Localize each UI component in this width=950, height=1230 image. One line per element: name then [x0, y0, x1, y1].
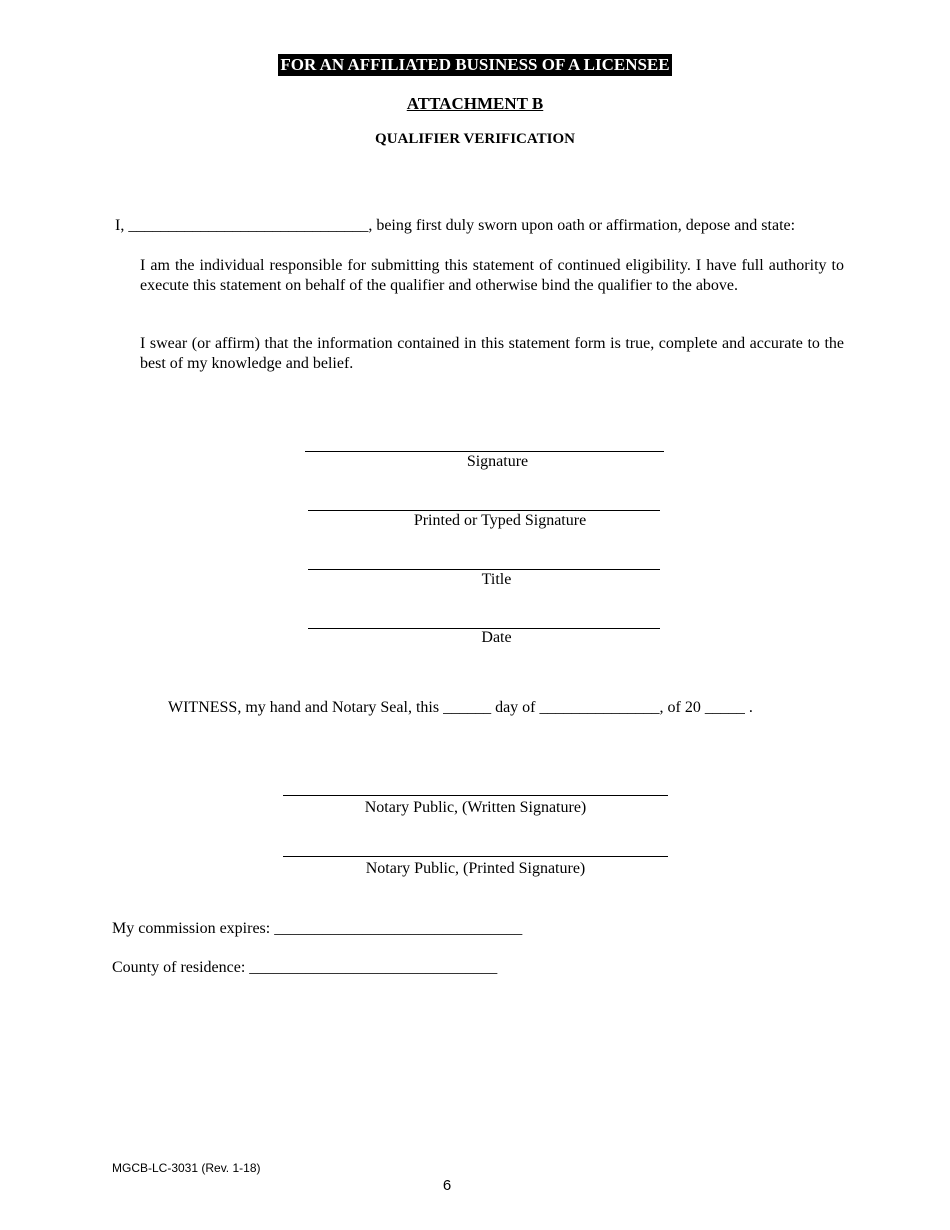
county-label: County of residence:: [112, 959, 246, 976]
witness-statement: WITNESS, my hand and Notary Seal, this ______ day of _______________, of 20 _____ .: [168, 699, 753, 716]
form-code: MGCB-LC-3031 (Rev. 1-18): [112, 1161, 261, 1175]
eligibility-paragraph: I am the individual responsible for submitting this statement of continued eligibility. I have full authority to execute this statement on behalf of the qualifier and otherwise bind the qualifier to the above.: [140, 257, 844, 294]
notary-printed-caption: Notary Public, (Printed Signature): [365, 860, 586, 877]
oath-prefix: I,: [115, 217, 125, 234]
title-line[interactable]: [308, 569, 660, 570]
county-row: [112, 958, 497, 978]
page-number: 6: [442, 1177, 452, 1194]
notary-written-line[interactable]: [283, 795, 668, 796]
printed-signature-line[interactable]: [308, 510, 660, 511]
printed-signature-caption: Printed or Typed Signature: [413, 512, 587, 529]
banner-heading: [0, 54, 950, 76]
banner-text: FOR AN AFFILIATED BUSINESS OF A LICENSEE: [280, 55, 670, 74]
commission-label: My commission expires:: [112, 920, 271, 937]
oath-line: [115, 216, 845, 236]
commission-blank[interactable]: _______________________________: [274, 920, 523, 937]
signature-caption: Signature: [466, 453, 529, 470]
title-caption: Title: [481, 571, 512, 588]
commission-row: [112, 919, 522, 939]
affirmation-paragraph: I swear (or affirm) that the information contained in this statement form is true, complete and accurate to the best of my knowledge and belief.: [140, 335, 844, 372]
notary-printed-line[interactable]: [283, 856, 668, 857]
page-subtitle: QUALIFIER VERIFICATION: [375, 131, 575, 147]
oath-name-blank[interactable]: ______________________________: [128, 217, 369, 234]
oath-suffix: , being first duly sworn upon oath or affirmation, depose and state:: [368, 217, 796, 234]
date-caption: Date: [481, 629, 512, 646]
county-blank[interactable]: _______________________________: [249, 959, 498, 976]
signature-line[interactable]: [305, 451, 664, 452]
attachment-heading: ATTACHMENT B: [406, 94, 544, 113]
notary-written-caption: Notary Public, (Written Signature): [364, 799, 587, 816]
